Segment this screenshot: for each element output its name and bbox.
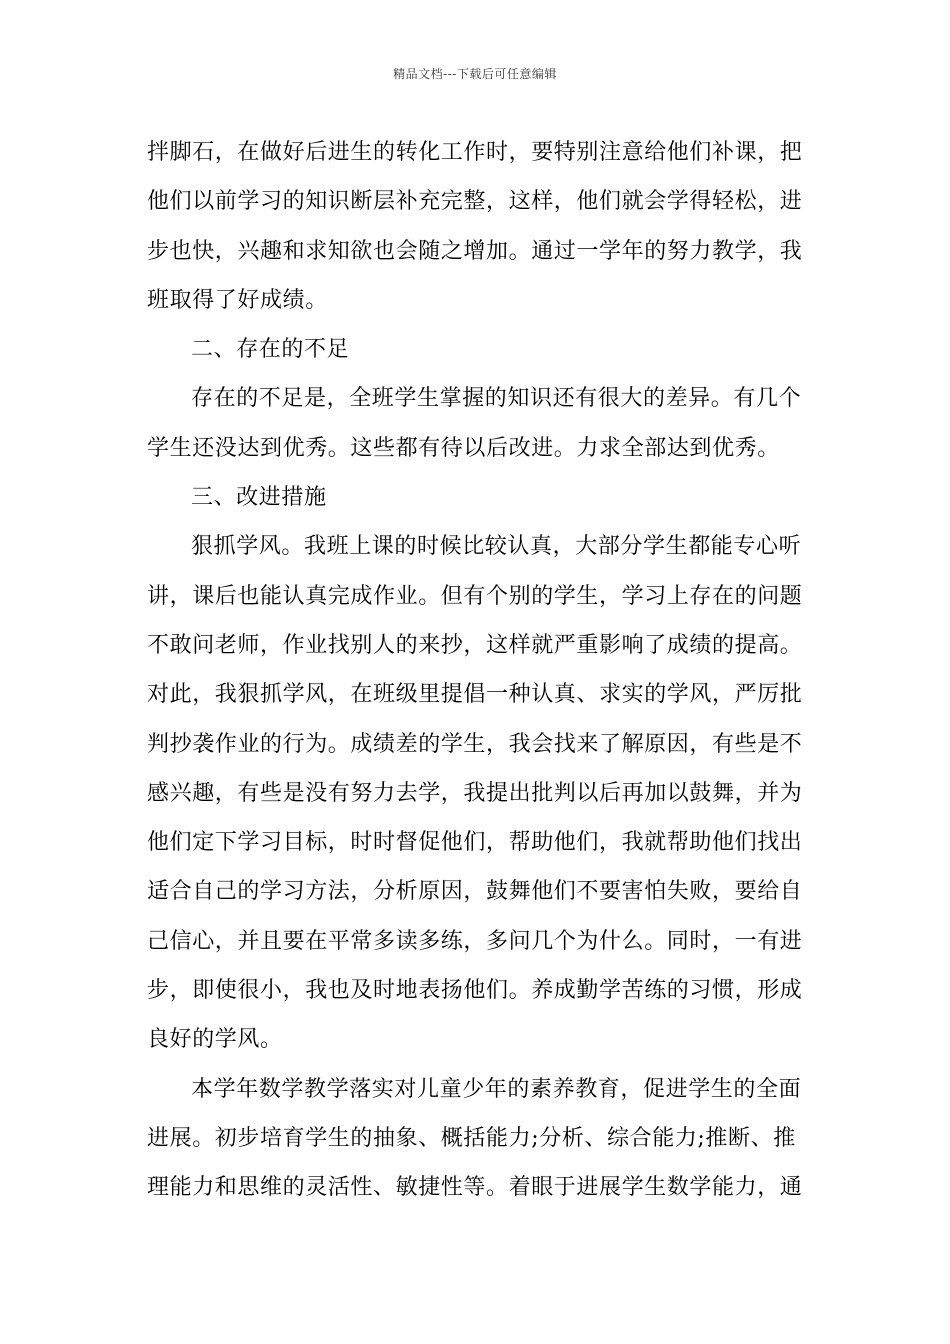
paragraph-line: 理能力和思维的灵活性、敏捷性等。着眼于进展学生数学能力，通	[147, 1175, 803, 1201]
section-heading: 三、改进措施	[191, 485, 327, 511]
paragraph-line: 步也快，兴趣和求知欲也会随之增加。通过一学年的努力教学，我	[147, 238, 803, 264]
paragraph-line: 班取得了好成绩。	[147, 287, 328, 313]
paragraph-line: 讲，课后也能认真完成作业。但有个别的学生，学习上存在的问题	[147, 583, 803, 609]
document-body	[147, 128, 812, 1213]
paragraph-line: 适合自己的学习方法，分析原因，鼓舞他们不要害怕失败，要给自	[147, 879, 803, 905]
paragraph-line: 不敢问老师，作业找别人的来抄，这样就严重影响了成绩的提高。	[147, 632, 803, 658]
paragraph-line: 判抄袭作业的行为。成绩差的学生，我会找来了解原因，有些是不	[147, 731, 803, 757]
paragraph-line: 狠抓学风。我班上课的时候比较认真，大部分学生都能专心听	[191, 534, 802, 560]
paragraph-line: 本学年数学教学落实对儿童少年的素养教育，促进学生的全面	[191, 1076, 802, 1102]
paragraph-line: 感兴趣，有些是没有努力去学，我提出批判以后再加以鼓舞，并为	[147, 780, 803, 806]
paragraph-line: 存在的不足是，全班学生掌握的知识还有很大的差异。有几个	[191, 386, 802, 412]
paragraph-line: 对此，我狠抓学风，在班级里提倡一种认真、求实的学风，严厉批	[147, 682, 803, 708]
paragraph-line: 步，即使很小，我也及时地表扬他们。养成勤学苦练的习惯，形成	[147, 978, 803, 1004]
paragraph-line: 他们以前学习的知识断层补充完整，这样，他们就会学得轻松，进	[147, 189, 803, 215]
paragraph-line: 良好的学风。	[147, 1027, 283, 1053]
paragraph-line: 己信心，并且要在平常多读多练，多问几个为什么。同时，一有进	[147, 928, 803, 954]
paragraph-line: 学生还没达到优秀。这些都有待以后改进。力求全部达到优秀。	[147, 435, 780, 461]
paragraph-line: 他们定下学习目标，时时督促他们，帮助他们，我就帮助他们找出	[147, 830, 803, 856]
section-heading: 二、存在的不足	[191, 337, 350, 363]
paragraph-line: 拌脚石，在做好后进生的转化工作时，要特别注意给他们补课，把	[147, 140, 803, 165]
page-header: 精品文档---下载后可任意编辑	[393, 67, 557, 81]
paragraph-line: 进展。初步培育学生的抽象、概括能力;分析、综合能力;推断、推	[147, 1125, 796, 1151]
